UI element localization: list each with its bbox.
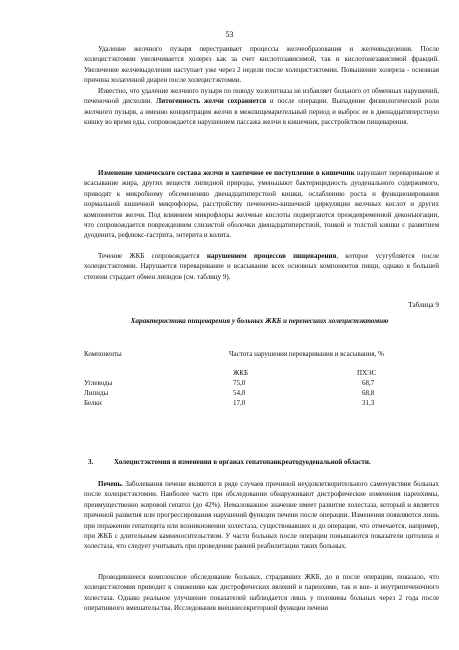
table-row-label: Углеводы	[84, 379, 113, 387]
section-title: Холецистэктомия и изменения в органах гепатопанкреатодуоденальной области.	[114, 458, 371, 466]
paragraph-5	[84, 479, 439, 552]
paragraph-1: Удаление желчного пузыря перестраивает процессы желчеобразования и желчевыделения. После холецистэктомии увеличивается холерез как за счет кислотозависимой, так и кислотонезависимой фракций. Увеличение желчевыделения наступает уже через 2 недели после холецистэктомии. Повышение холереза - основная причина холагенной диареи после холецистэктомии.	[84, 45, 439, 85]
table-subheader-pxes: ПХЭС	[357, 369, 377, 377]
table-cell: 31,3	[362, 399, 375, 407]
page-number: 53	[225, 30, 234, 39]
table-row-label: Липиды	[84, 389, 109, 397]
table-cell: 68,7	[362, 379, 375, 387]
paragraph-2-bold: Литогенность желчи сохраняется	[156, 97, 267, 106]
paragraph-5-text: Заболевания печени являются в ряде случаев причиной неудовлетворительного самочувствия больных после холецистэктомии. Наиболее часто при обследовании обнаруживают дистрофические изменения паренхимы, преимущественно жировой гепатоз (до 42%). Немаловажное значение имеет развитие холестаза, который и является причиной развития или прогрессирования нарушений функции печени после операции. Изменения появляются лишь при поражении гепатоцита или возникновении холестаза, существовавших и до операции, что отмечается, например, при ЖКБ с длительным камненосительством. У части больных после операции повышаются показатели цитолиза и холестаза, что следует учитывать при проведении ранней реабилитации таких больных.	[84, 480, 439, 551]
paragraph-4-bold: нарушением процессов пищеварения	[206, 252, 337, 260]
paragraph-3-text: нарушают переваривание и всасывание жира, других веществ липидной природы, уменьшают бактерицидность дуоденального содержимого, приводят к микробному обсеменению двенадцатиперстной кишки, ослаблению роста и функционирования нормальной кишечной микрофлоры, расстройству печеночно-кишечной циркуляции желчных кислот и других компонентов желчи. Под влиянием микрофлоры желчные кислоты подвергаются преждевременной деконъюгации, что сопровождается повреждением слизистой оболочки двенадцатиперстной, тонкой и толстой кишки с развитием дуоденита, рефлюкс-гастрита, энтерита и колита.	[84, 169, 439, 240]
section-number: 3.	[88, 458, 94, 466]
paragraph-2-text-end: и после операции. Выпадение физиологической роли желчного пузыря, а именно концентрация желчи в межпищеварительный период и выброс ее в двенадцатиперстную кишку во время еды, сопровождается нарушением пассажа желчи в кишечник, расстройством пищеварения.	[84, 97, 439, 127]
table-cell: 68,8	[362, 389, 375, 397]
paragraph-4	[84, 251, 439, 282]
table-row-label: Белки	[84, 399, 102, 407]
table-cell: 17,0	[233, 399, 246, 407]
paragraph-5-bold: Печень.	[98, 480, 123, 488]
table-header-components: Компоненты	[84, 350, 122, 358]
table-cell: 75,0	[233, 379, 246, 387]
table-header-frequency: Частота нарушения переваривания и всасывания, %	[229, 350, 384, 358]
paragraph-3-bold: Изменение химического состава желчи и хаотичное ее поступление в кишечник	[98, 169, 355, 177]
paragraph-2	[84, 86, 439, 128]
paragraph-4-text: Течение ЖКБ сопровождается	[98, 252, 207, 260]
table-subheader-zhkb: ЖКБ	[233, 369, 248, 377]
table-cell: 54,0	[233, 389, 246, 397]
table-number: Таблица 9	[408, 301, 439, 309]
paragraph-4-text-end: , которое усугубляется после холецистэктомии. Нарушается переваривание и всасывание всех основных компонентов пищи, однако в большей степени страдает обмен липидов (см. таблицу 9).	[84, 252, 439, 281]
table-caption: Характеристика пищеварения у больных ЖКБ и перенесших холецистэктомию	[130, 317, 389, 325]
paragraph-2-text: Известно, что удаление желчного пузыря по поводу холелитиаза не избавляет больного от обменных нарушений, печеночной дисхолии.	[84, 87, 439, 106]
paragraph-6: Проводившееся комплексное обследование больных, страдавших ЖКБ, до и после операции, показало, что холецистэктомия приводит к снижению как дистрофических явлений в паренхиме, так и вне- и внутрипеченочного холестаза. Однако реальное улучшение показателей наблюдается лишь у половины больных через 2 года после оперативного вмешательства. Исследования внешнесекреторной функции печени	[84, 573, 439, 613]
section-heading	[84, 457, 439, 467]
paragraph-3	[84, 168, 439, 241]
